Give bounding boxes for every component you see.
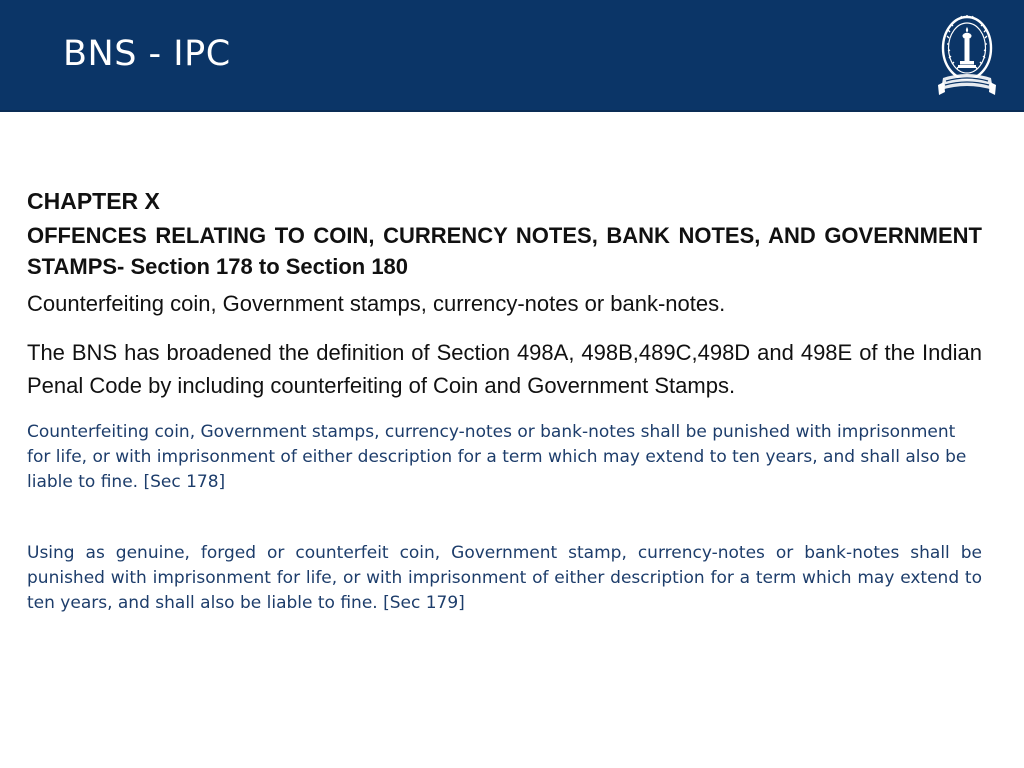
offence-subtitle: Counterfeiting coin, Government stamps, currency-notes or bank-notes. (27, 291, 726, 316)
section-179-text: Using as genuine, forged or counterfeit coin, Government stamp, currency-notes or bank-notes shall be punished with imprisonment for life, or with imprisonment of either description for a term which may extend to ten years, and shall also be liable to fine. [Sec 179] (27, 543, 982, 613)
offences-heading: OFFENCES RELATING TO COIN, CURRENCY NOTES, BANK NOTES, AND GOVERNMENT STAMPS- Section 178 to Section 180 (27, 223, 982, 279)
institute-seal-icon (936, 8, 1000, 100)
bns-paragraph: The BNS has broadened the definition of Section 498A, 498B,489C,498D and 498E of the Indian Penal Code by including counterfeiting of Coin and Government Stamps. (27, 340, 982, 398)
slide-body (27, 185, 982, 616)
chapter-heading: CHAPTER X (27, 188, 160, 214)
section-178-text: Counterfeiting coin, Government stamps, currency-notes or bank-notes shall be punished with imprisonment for life, or with imprisonment of either description for a term which may extend to ten years, and shall also be liable to fine. [Sec 178] (27, 422, 967, 492)
title-banner (0, 0, 1024, 112)
slide-title: BNS - IPC (63, 34, 231, 74)
